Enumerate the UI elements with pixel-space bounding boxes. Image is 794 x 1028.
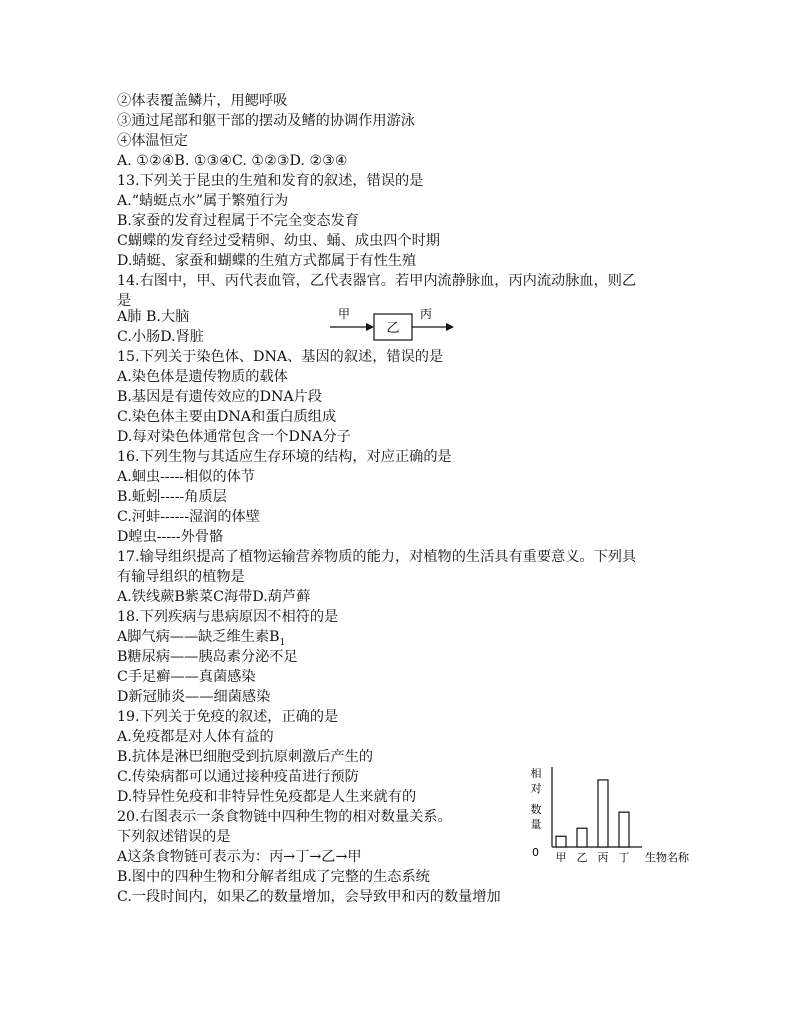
text-line: A脚气病——缺乏维生素$B_1$ bbox=[117, 629, 286, 648]
y-axis-label-char: 对 bbox=[530, 782, 542, 795]
text-line: 下列叙述错误的是 bbox=[117, 829, 231, 845]
bar-甲 bbox=[556, 836, 566, 847]
text-line: ④体温恒定 bbox=[117, 133, 188, 149]
flow-arrowhead-right bbox=[446, 323, 454, 331]
text-line: C.传染病都可以通过接种疫苗进行预防 bbox=[117, 769, 359, 785]
text-line: C.染色体主要由DNA和蛋白质组成 bbox=[117, 409, 337, 425]
text-line: 13.下列关于昆虫的生殖和发育的叙述，错误的是 bbox=[117, 173, 424, 189]
bar-丁 bbox=[619, 812, 629, 847]
text-line: A.免疫都是对人体有益的 bbox=[117, 729, 274, 745]
text-line: C.一段时间内，如果乙的数量增加，会导致甲和丙的数量增加 bbox=[117, 889, 501, 905]
text-line: ②体表覆盖鳞片，用鳃呼吸 bbox=[117, 93, 288, 109]
y-axis-label-char: 量 bbox=[530, 818, 542, 831]
text-line: B糖尿病——胰岛素分泌不足 bbox=[117, 649, 298, 665]
flow-right-label: 丙 bbox=[420, 307, 433, 321]
text-line: B.家蚕的发育过程属于不完全变态发育 bbox=[117, 213, 359, 229]
text-line: A.蛔虫-----相似的体节 bbox=[117, 469, 256, 485]
text-line: B.抗体是淋巴细胞受到抗原刺激后产生的 bbox=[117, 749, 374, 765]
text-line: 有输导组织的植物是 bbox=[117, 569, 245, 585]
text-line: C手足癣——真菌感染 bbox=[117, 669, 256, 685]
text-line: B.基因是有遗传效应的DNA片段 bbox=[117, 389, 323, 405]
text-line: A.铁线蕨B紫菜C海带D.葫芦藓 bbox=[117, 589, 311, 605]
text-line: A.“蜻蜓点水”属于繁殖行为 bbox=[117, 193, 289, 209]
x-axis-label: 生物名称 bbox=[645, 851, 689, 864]
text-line: C蝴蝶的发育经过受精卵、幼虫、蛹、成虫四个时期 bbox=[117, 233, 440, 249]
text-line: D蝗虫-----外骨骼 bbox=[117, 529, 224, 545]
tick-label: 丁 bbox=[618, 851, 630, 864]
y-axis-label-char: 数 bbox=[530, 803, 542, 816]
text-line: 19.下列关于免疫的叙述，正确的是 bbox=[117, 709, 339, 725]
bar-丙 bbox=[598, 780, 608, 847]
flow-left-label: 甲 bbox=[338, 307, 351, 321]
text-line: 14.右图中，甲、丙代表血管，乙代表器官。若甲内流静脉血，丙内流动脉血，则乙 bbox=[117, 273, 637, 289]
text-line: B.蚯蚓-----角质层 bbox=[117, 489, 227, 505]
text-line: A.染色体是遗传物质的载体 bbox=[117, 369, 288, 385]
text-line: C.河蚌------湿润的体壁 bbox=[117, 509, 260, 525]
text-line: 15.下列关于染色体、DNA、基因的叙述，错误的是 bbox=[117, 349, 444, 365]
text-line: C.小肠D.肾脏 bbox=[117, 329, 204, 345]
text-line: B.图中的四种生物和分解者组成了完整的生态系统 bbox=[117, 869, 430, 885]
blood-flow-diagram bbox=[330, 307, 460, 347]
flow-box-label: 乙 bbox=[386, 321, 400, 336]
text-line: D新冠肺炎——细菌感染 bbox=[117, 689, 271, 705]
text-line: 20.右图表示一条食物链中四种生物的相对数量关系。 bbox=[117, 809, 452, 825]
flow-arrowhead-left bbox=[366, 323, 374, 331]
tick-label: 甲 bbox=[555, 851, 567, 864]
text-line: A这条食物链可表示为：丙→丁→乙→甲 bbox=[117, 849, 362, 865]
tick-label: 乙 bbox=[576, 851, 588, 864]
y-axis-label-char: 相 bbox=[530, 767, 542, 780]
text-line: 17.输导组织提高了植物运输营养物质的能力，对植物的生活具有重要意义。下列具 bbox=[117, 549, 637, 565]
text-line: A. ①②④B. ①③④C. ①②③D. ②③④ bbox=[117, 153, 348, 169]
origin-label: 0 bbox=[532, 846, 539, 859]
text-line: 18.下列疾病与患病原因不相符的是 bbox=[117, 609, 339, 625]
text-line: D.蜻蜓、家蚕和蝴蝶的生殖方式都属于有性生殖 bbox=[117, 253, 417, 269]
text-line: D.特异性免疫和非特异性免疫都是人生来就有的 bbox=[117, 789, 417, 805]
subscript-1: 1 bbox=[279, 637, 286, 648]
text-line: A肺 B.大脑 bbox=[117, 309, 190, 325]
text-line: D.每对染色体通常包含一个DNA分子 bbox=[117, 429, 351, 445]
tick-label: 丙 bbox=[597, 851, 609, 864]
text-line: 是 bbox=[117, 293, 132, 309]
text-line: ③通过尾部和躯干部的摆动及鳍的协调作用游泳 bbox=[117, 113, 415, 129]
text-line: 16.下列生物与其适应生存环境的结构，对应正确的是 bbox=[117, 449, 452, 465]
bar-乙 bbox=[577, 828, 587, 847]
food-chain-bar-chart bbox=[522, 765, 712, 865]
